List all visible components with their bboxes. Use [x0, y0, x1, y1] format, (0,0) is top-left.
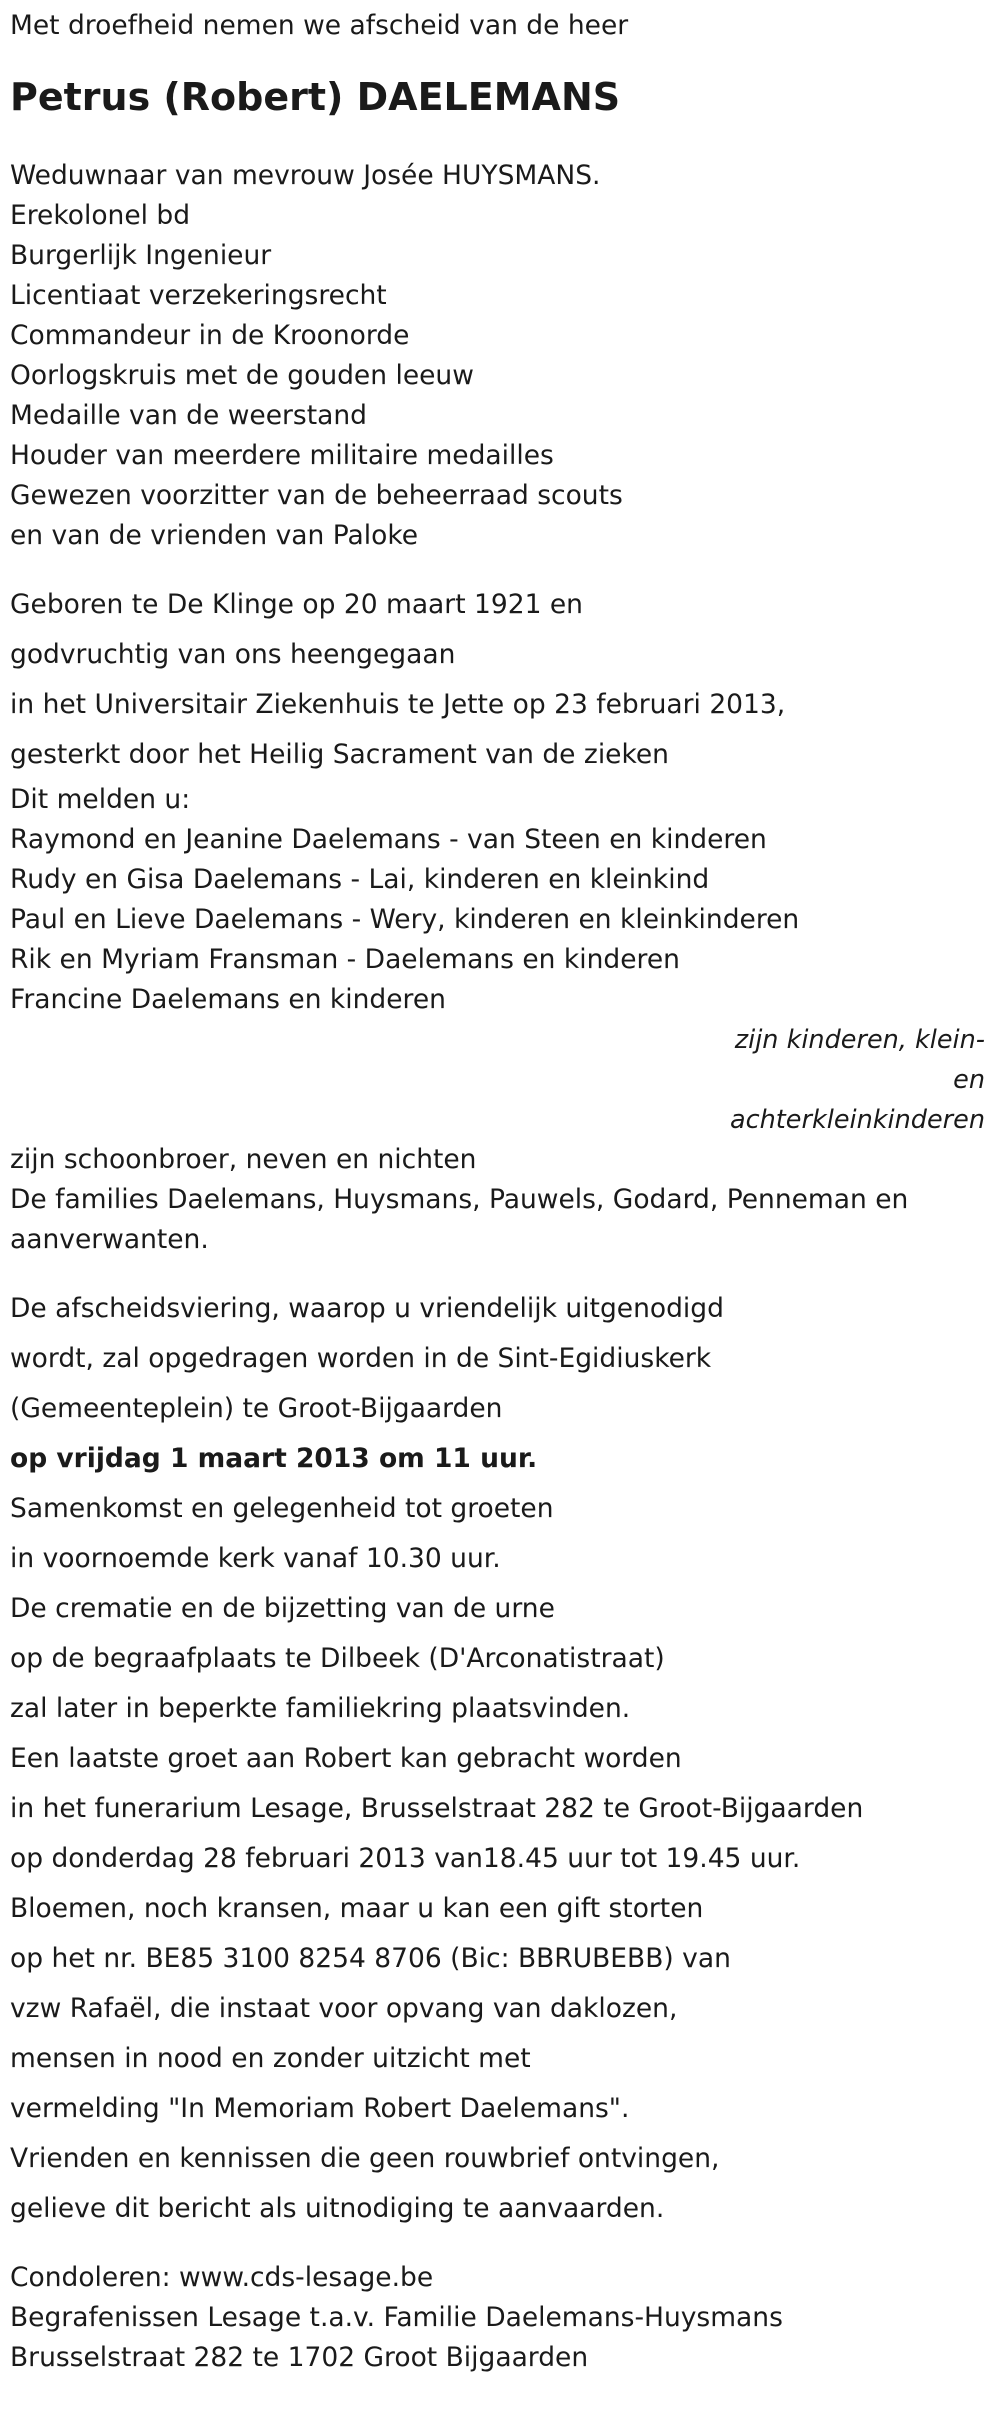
title-line: Commandeur in de Kroonorde	[10, 320, 410, 351]
title-line: Gewezen voorzitter van de beheerraad scouts	[10, 480, 623, 511]
footer-line: Begrafenissen Lesage t.a.v. Familie Daelemans-Huysmans	[10, 2302, 783, 2333]
ceremony-line: De afscheidsviering, waarop u vriendelijk uitgenodigd	[10, 1293, 724, 1324]
title-line: Medaille van de weerstand	[10, 400, 367, 431]
details-line: Samenkomst en gelegenheid tot groeten	[10, 1493, 554, 1524]
titles-list	[10, 196, 985, 556]
title-line: Houder van meerdere militaire medailles	[10, 440, 554, 471]
intro-text: Met droefheid nemen we afscheid van de heer	[10, 10, 629, 41]
details-line: mensen in nood en zonder uitzicht met	[10, 2043, 531, 2074]
widower-text: Weduwnaar van mevrouw Josée HUYSMANS.	[10, 160, 601, 191]
obituary-document	[10, 0, 985, 2378]
details-section	[10, 1484, 985, 2234]
family-note-line: en	[953, 1065, 985, 1095]
details-line: op het nr. BE85 3100 8254 8706 (Bic: BBRUBEBB) van	[10, 1943, 731, 1974]
family-line: Rudy en Gisa Daelemans - Lai, kinderen en kleinkind	[10, 864, 710, 895]
deceased-name: Petrus (Robert) DAELEMANS	[10, 75, 621, 119]
details-line: Een laatste groet aan Robert kan gebracht worden	[10, 1743, 682, 1774]
ceremony-section	[10, 1284, 985, 1484]
details-line: vzw Rafaël, die instaat voor opvang van daklozen,	[10, 1993, 678, 2024]
family-note-line: achterkleinkinderen	[730, 1105, 985, 1135]
details-line: op de begraafplaats te Dilbeek (D'Arconatistraat)	[10, 1643, 665, 1674]
title-line: Licentiaat verzekeringsrecht	[10, 280, 387, 311]
birth-death-line: Geboren te De Klinge op 20 maart 1921 en	[10, 589, 583, 620]
ceremony-line: wordt, zal opgedragen worden in de Sint-Egidiuskerk	[10, 1343, 712, 1374]
family-line: Raymond en Jeanine Daelemans - van Steen en kinderen	[10, 824, 767, 855]
details-line: zal later in beperkte familiekring plaatsvinden.	[10, 1693, 631, 1724]
relatives-line: De families Daelemans, Huysmans, Pauwels, Godard, Penneman en	[10, 1184, 909, 1215]
relatives-line: zijn schoonbroer, neven en nichten	[10, 1144, 477, 1175]
footer-section	[10, 2258, 985, 2378]
family-note-line: zijn kinderen, klein-	[734, 1025, 985, 1055]
footer-line: Brusselstraat 282 te 1702 Groot Bijgaarden	[10, 2342, 589, 2373]
details-line: op donderdag 28 februari 2013 van18.45 uur tot 19.45 uur.	[10, 1843, 801, 1874]
family-line: Paul en Lieve Daelemans - Wery, kinderen en kleinkinderen	[10, 904, 800, 935]
details-line: vermelding "In Memoriam Robert Daelemans".	[10, 2093, 630, 2124]
details-line: in het funerarium Lesage, Brusselstraat 282 te Groot-Bijgaarden	[10, 1793, 864, 1824]
birth-death-section	[10, 580, 985, 780]
relatives-list	[10, 1140, 985, 1260]
title-line: Oorlogskruis met de gouden leeuw	[10, 360, 474, 391]
birth-death-line: godvruchtig van ons heengegaan	[10, 639, 456, 670]
family-line: Rik en Myriam Fransman - Daelemans en kinderen	[10, 944, 680, 975]
details-line: gelieve dit bericht als uitnodiging te aanvaarden.	[10, 2193, 665, 2224]
details-line: De crematie en de bijzetting van de urne	[10, 1593, 555, 1624]
title-line: en van de vrienden van Paloke	[10, 520, 419, 551]
details-line: Vrienden en kennissen die geen rouwbrief ontvingen,	[10, 2143, 720, 2174]
title-line: Erekolonel bd	[10, 200, 191, 231]
ceremony-date: op vrijdag 1 maart 2013 om 11 uur.	[10, 1443, 538, 1474]
birth-death-line: gesterkt door het Heilig Sacrament van de zieken	[10, 739, 669, 770]
footer-line: Condoleren: www.cds-lesage.be	[10, 2262, 434, 2293]
details-line: Bloemen, noch kransen, maar u kan een gift storten	[10, 1893, 704, 1924]
title-line: Burgerlijk Ingenieur	[10, 240, 272, 271]
details-line: in voornoemde kerk vanaf 10.30 uur.	[10, 1543, 501, 1574]
family-note	[10, 1020, 985, 1140]
announce-label: Dit melden u:	[10, 784, 191, 815]
family-line: Francine Daelemans en kinderen	[10, 984, 446, 1015]
ceremony-line: (Gemeenteplein) te Groot-Bijgaarden	[10, 1393, 503, 1424]
birth-death-line: in het Universitair Ziekenhuis te Jette op 23 februari 2013,	[10, 689, 786, 720]
relatives-line: aanverwanten.	[10, 1224, 209, 1255]
family-list	[10, 820, 985, 1020]
